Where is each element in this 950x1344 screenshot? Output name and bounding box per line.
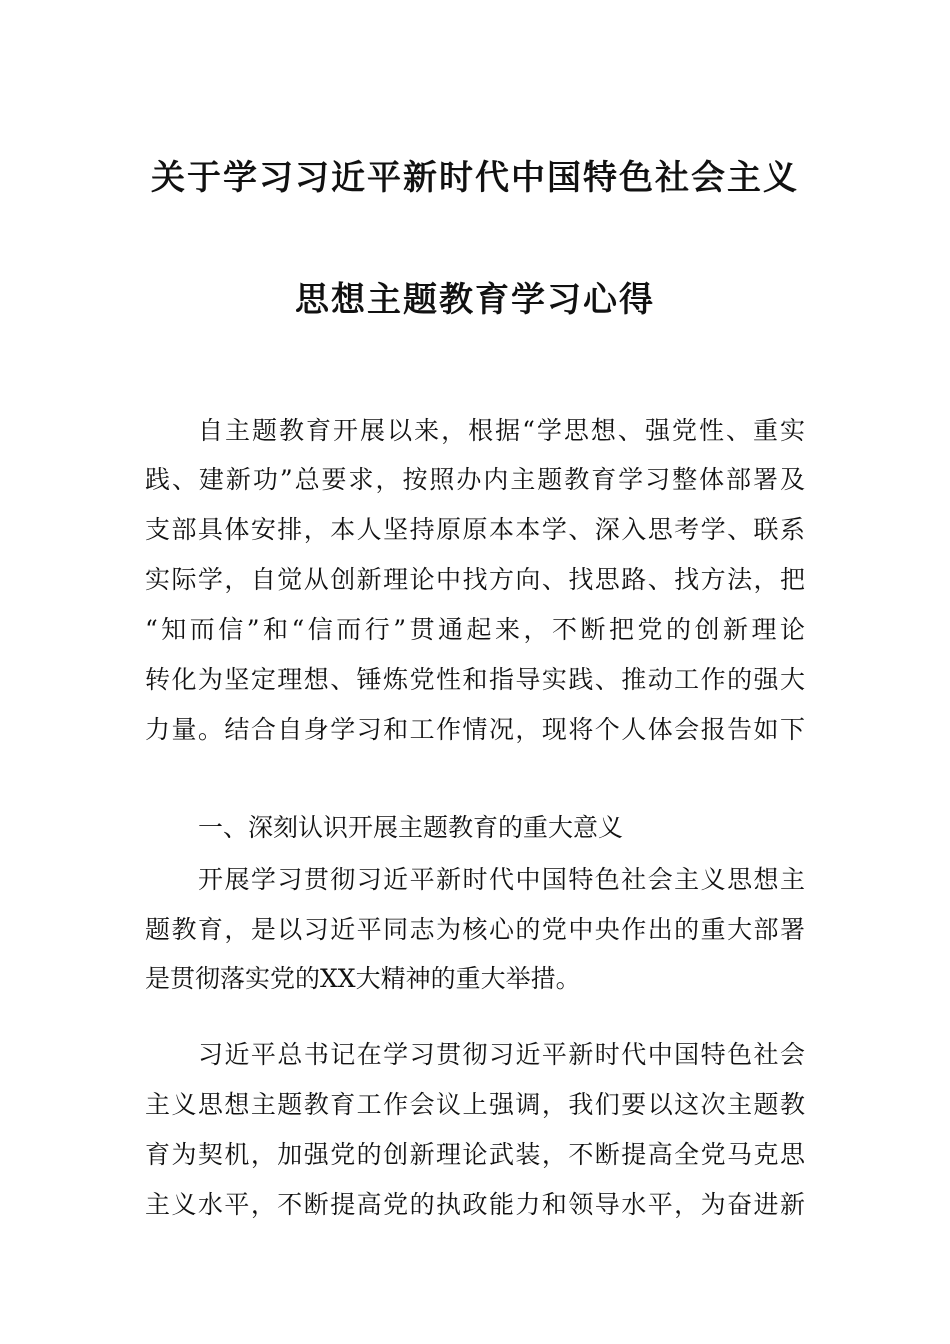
section-1-heading: 一、深刻认识开展主题教育的重大意义 [198, 813, 624, 842]
paragraph-1-line-3: 支部具体安排，本人坚持原原本本学、深入思考学、联系 [145, 515, 805, 544]
paragraph-3-line-2: 主义思想主题教育工作会议上强调，我们要以这次主题教 [145, 1090, 805, 1119]
paragraph-2-line-2: 题教育，是以习近平同志为核心的党中央作出的重大部署 [145, 915, 805, 944]
paragraph-3-line-3: 育为契机，加强党的创新理论武装，不断提高全党马克思 [145, 1140, 805, 1169]
paragraph-1-line-6: 转化为坚定理想、锤炼党性和指导实践、推动工作的强大 [145, 665, 805, 694]
document-title-line-2: 思想主题教育学习心得 [295, 280, 655, 320]
paragraph-1-line-4: 实际学，自觉从创新理论中找方向、找思路、找方法，把 [145, 565, 805, 594]
paragraph-1-line-1: 自主题教育开展以来，根据“学思想、强党性、重实 [198, 416, 805, 445]
paragraph-3-line-4: 主义水平，不断提高党的执政能力和领导水平，为奋进新 [145, 1190, 805, 1219]
paragraph-3-line-1: 习近平总书记在学习贯彻习近平新时代中国特色社会 [198, 1040, 805, 1069]
paragraph-1-line-7: 力量。结合自身学习和工作情况，现将个人体会报告如下 [145, 715, 805, 744]
document-title-line-1: 关于学习习近平新时代中国特色社会主义 [151, 158, 799, 198]
paragraph-2-line-1: 开展学习贯彻习近平新时代中国特色社会主义思想主 [198, 865, 805, 894]
paragraph-2-line-3: 是贯彻落实党的XX大精神的重大举措。 [145, 964, 581, 993]
paragraph-1-line-2: 践、建新功”总要求，按照办内主题教育学习整体部署及 [145, 465, 805, 494]
paragraph-1-line-5: “知而信”和“信而行”贯通起来，不断把党的创新理论 [145, 615, 805, 644]
